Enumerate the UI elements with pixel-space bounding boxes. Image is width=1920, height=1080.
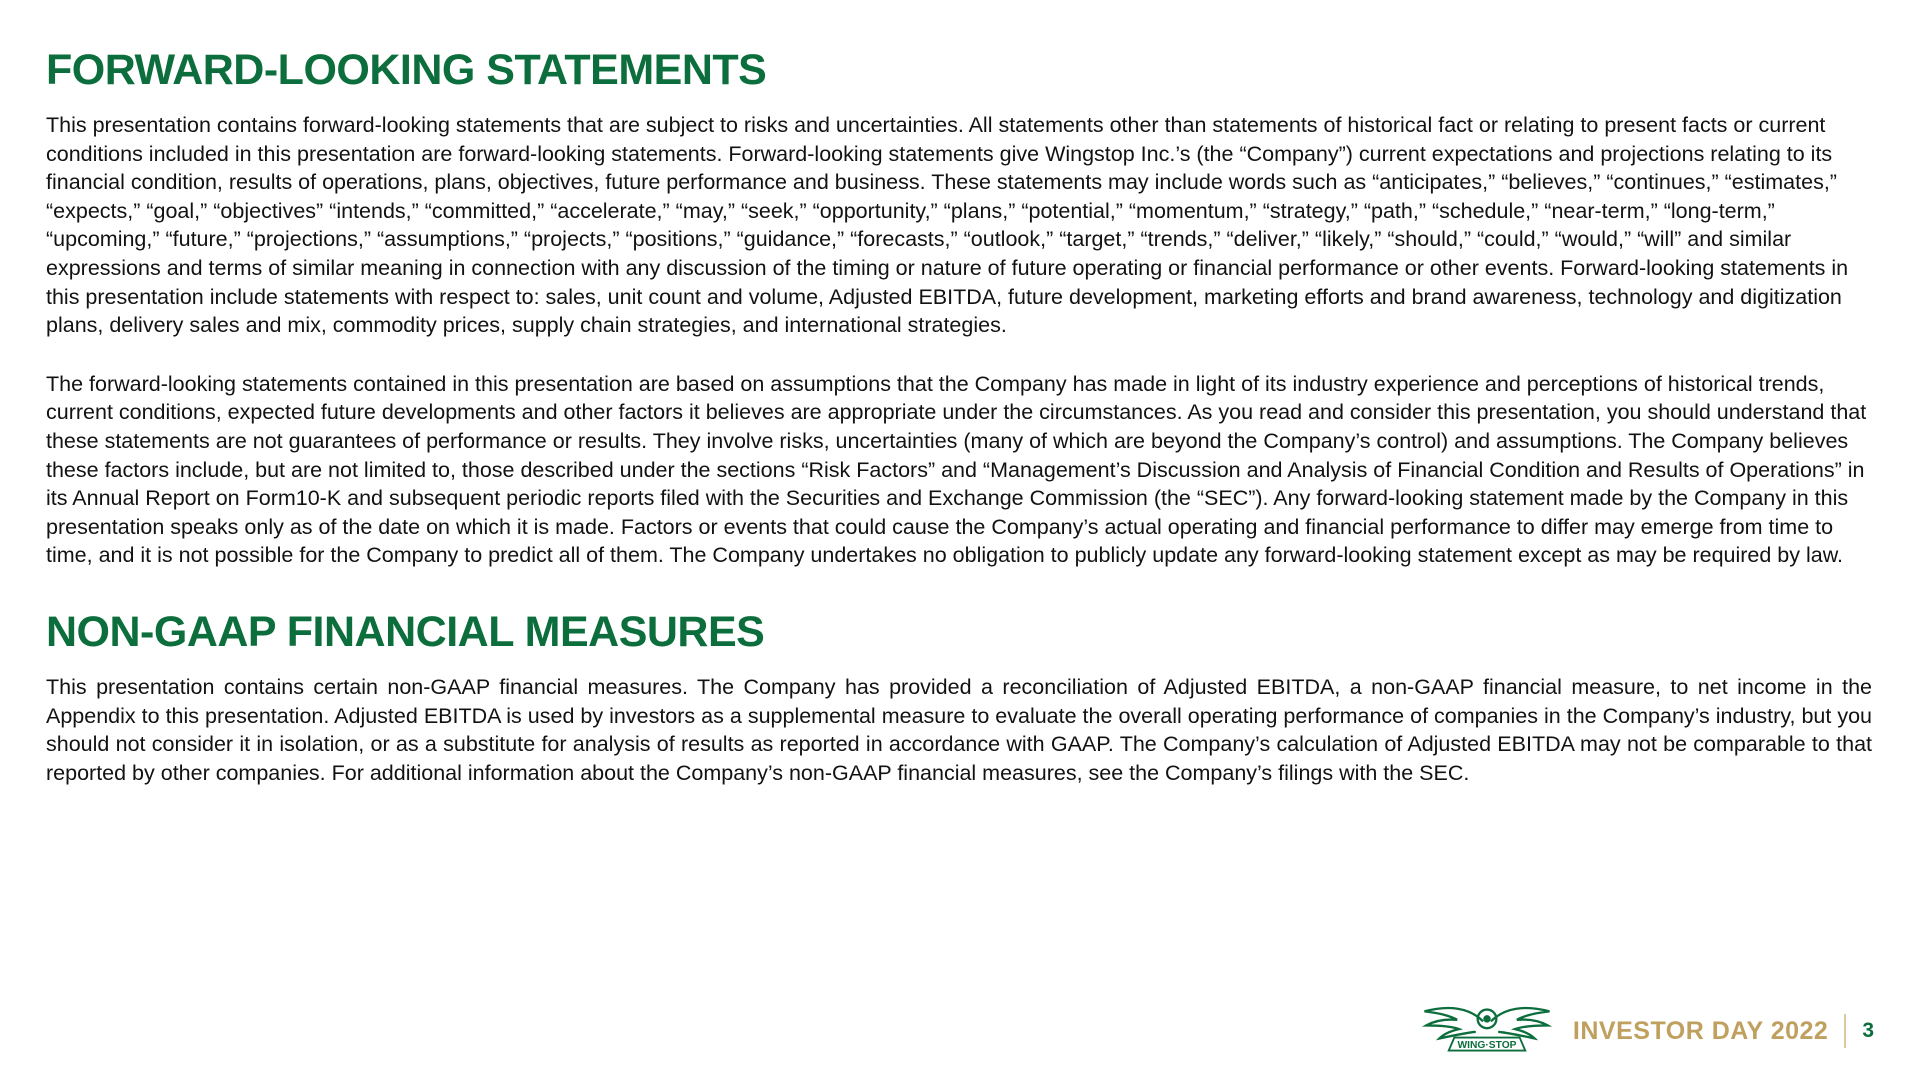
wingstop-wings-icon (1417, 998, 1557, 1064)
footer-divider (1844, 1014, 1846, 1048)
forward-looking-paragraph-2: The forward-looking statements contained in this presentation are based on assumptions that the Company has made in light of its industry experience and perceptions of historical trends, current conditions, expected future developments and other factors it believes are appropriate under the circumstances. As you read and consider this presentation, you should understand that these statements are not guarantees of performance or results. They involve risks, uncertainties (many of which are beyond the Company’s control) and assumptions. The Company believes these factors include, but are not limited to, those described under the sections “Risk Factors” and “Management’s Discussion and Analysis of Financial Condition and Results of Operations” in its Annual Report on Form10-K and subsequent periodic reports filed with the Securities and Exchange Commission (the “SEC”). Any forward-looking statement made by the Company in this presentation speaks only as of the date on which it is made. Factors or events that could cause the Company’s actual operating and financial performance to differ may emerge from time to time, and it is not possible for the Company to predict all of them. The Company undertakes no obligation to publicly update any forward-looking statement except as may be required by law. (46, 371, 1867, 568)
non-gaap-measures-title: NON-GAAP FINANCIAL MEASURES (46, 607, 765, 656)
page-number: 3 (1862, 1019, 1874, 1042)
wingstop-logo (1417, 998, 1557, 1064)
forward-looking-paragraph-1: This presentation contains forward-looking statements that are subject to risks and uncertainties. All statements other than statements of historical fact or relating to present facts or current conditions included in this presentation are forward-looking statements. Forward-looking statements give Wingstop Inc.’s (the “Company”) current expectations and projections relating to its financial condition, results of operations, plans, objectives, future performance and business. These statements may include words such as “anticipates,” “believes,” “continues,” “estimates,” “expects,” “goal,” “objectives” “intends,” “committed,” “accelerate,” “may,” “seek,” “opportunity,” “plans,” “potential,” “momentum,” “strategy,” “path,” “schedule,” “near-term,” “long-term,” “upcoming,” “future,” “projections,” “assumptions,” “projects,” “positions,” “guidance,” “forecasts,” “outlook,” “target,” “trends,” “deliver,” “likely,” “should,” “could,” “would,” “will” and similar expressions and terms of similar meaning in connection with any discussion of the timing or nature of future operating or financial performance or other events. Forward-looking statements in this presentation include statements with respect to: sales, unit count and volume, Adjusted EBITDA, future development, marketing efforts and brand awareness, technology and digitization plans, delivery sales and mix, commodity prices, supply chain strategies, and international strategies. (46, 113, 1849, 338)
non-gaap-paragraph: This presentation contains certain non-GAAP financial measures. The Company has provided a reconciliation of Adjusted EBITDA, a non-GAAP financial measure, to net income in the Appendix to this presentation. Adjusted EBITDA is used by investors as a supplemental measure to evaluate the overall operating performance of companies in the Company’s industry, but you should not consider it in isolation, or as a substitute for analysis of results as reported in accordance with GAAP. The Company’s calculation of Adjusted EBITDA may not be comparable to that reported by other companies. For additional information about the Company’s non-GAAP financial measures, see the Company’s filings with the SEC. (46, 674, 1872, 785)
forward-looking-statements-title: FORWARD-LOOKING STATEMENTS (46, 46, 767, 94)
wingstop-banner-text: WING·STOP (1457, 1039, 1517, 1051)
investor-day-label: INVESTOR DAY 2022 (1572, 1016, 1829, 1045)
slide-footer (1417, 998, 1878, 1064)
